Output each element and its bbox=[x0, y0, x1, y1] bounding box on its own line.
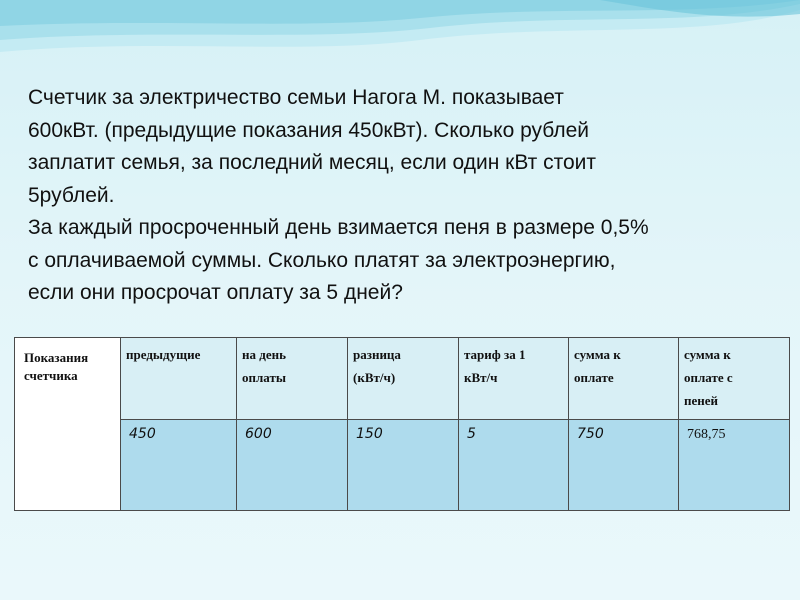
header-text: тариф за 1 bbox=[464, 347, 526, 362]
header-previous bbox=[121, 338, 237, 420]
header-text: сумма к bbox=[574, 347, 621, 362]
header-text: (кВт/ч) bbox=[353, 370, 396, 385]
decorative-wave-header bbox=[0, 0, 800, 80]
value-difference: 150 bbox=[348, 420, 459, 511]
header-amount-with-penalty bbox=[679, 338, 790, 420]
header-text: сумма к bbox=[684, 347, 731, 362]
problem-line: заплатит семья, за последний месяц, если один кВт стоит bbox=[28, 151, 597, 174]
value-amount-with-penalty: 768,75 bbox=[679, 420, 790, 511]
row-label-line: Показания bbox=[24, 350, 89, 365]
value-previous: 450 bbox=[121, 420, 237, 511]
table-header-row bbox=[15, 338, 790, 420]
header-text: оплаты bbox=[242, 370, 286, 385]
value-tariff: 5 bbox=[459, 420, 569, 511]
row-label-cell bbox=[15, 338, 121, 511]
header-text: оплате с bbox=[684, 370, 733, 385]
problem-line: За каждый просроченный день взимается пеня в размере 0,5% bbox=[28, 216, 649, 239]
header-payment-day bbox=[237, 338, 348, 420]
header-amount bbox=[569, 338, 679, 420]
problem-line: 600кВт. (предыдущие показания 450кВт). Сколько рублей bbox=[28, 118, 590, 142]
value-amount: 750 bbox=[569, 420, 679, 511]
header-text: кВт/ч bbox=[464, 370, 498, 385]
value-payment-day: 600 bbox=[237, 420, 348, 511]
problem-line: 5рублей. bbox=[28, 183, 115, 207]
header-text: разница bbox=[353, 347, 401, 362]
problem-statement bbox=[28, 82, 768, 310]
problem-line: с оплачиваемой суммы. Сколько платят за электроэнергию, bbox=[28, 248, 616, 272]
meter-readings-table bbox=[14, 337, 790, 511]
header-tariff bbox=[459, 338, 569, 420]
header-text: предыдущие bbox=[126, 347, 201, 362]
problem-line: Счетчик за электричество семьи Нагога М. показывает bbox=[28, 86, 564, 109]
table-values-row bbox=[15, 420, 790, 511]
header-text: оплате bbox=[574, 370, 614, 385]
header-text: на день bbox=[242, 347, 286, 362]
header-difference bbox=[348, 338, 459, 420]
problem-line: если они просрочат оплату за 5 дней? bbox=[28, 281, 403, 304]
header-text: пеней bbox=[684, 393, 719, 408]
row-label-line: счетчика bbox=[24, 368, 78, 383]
